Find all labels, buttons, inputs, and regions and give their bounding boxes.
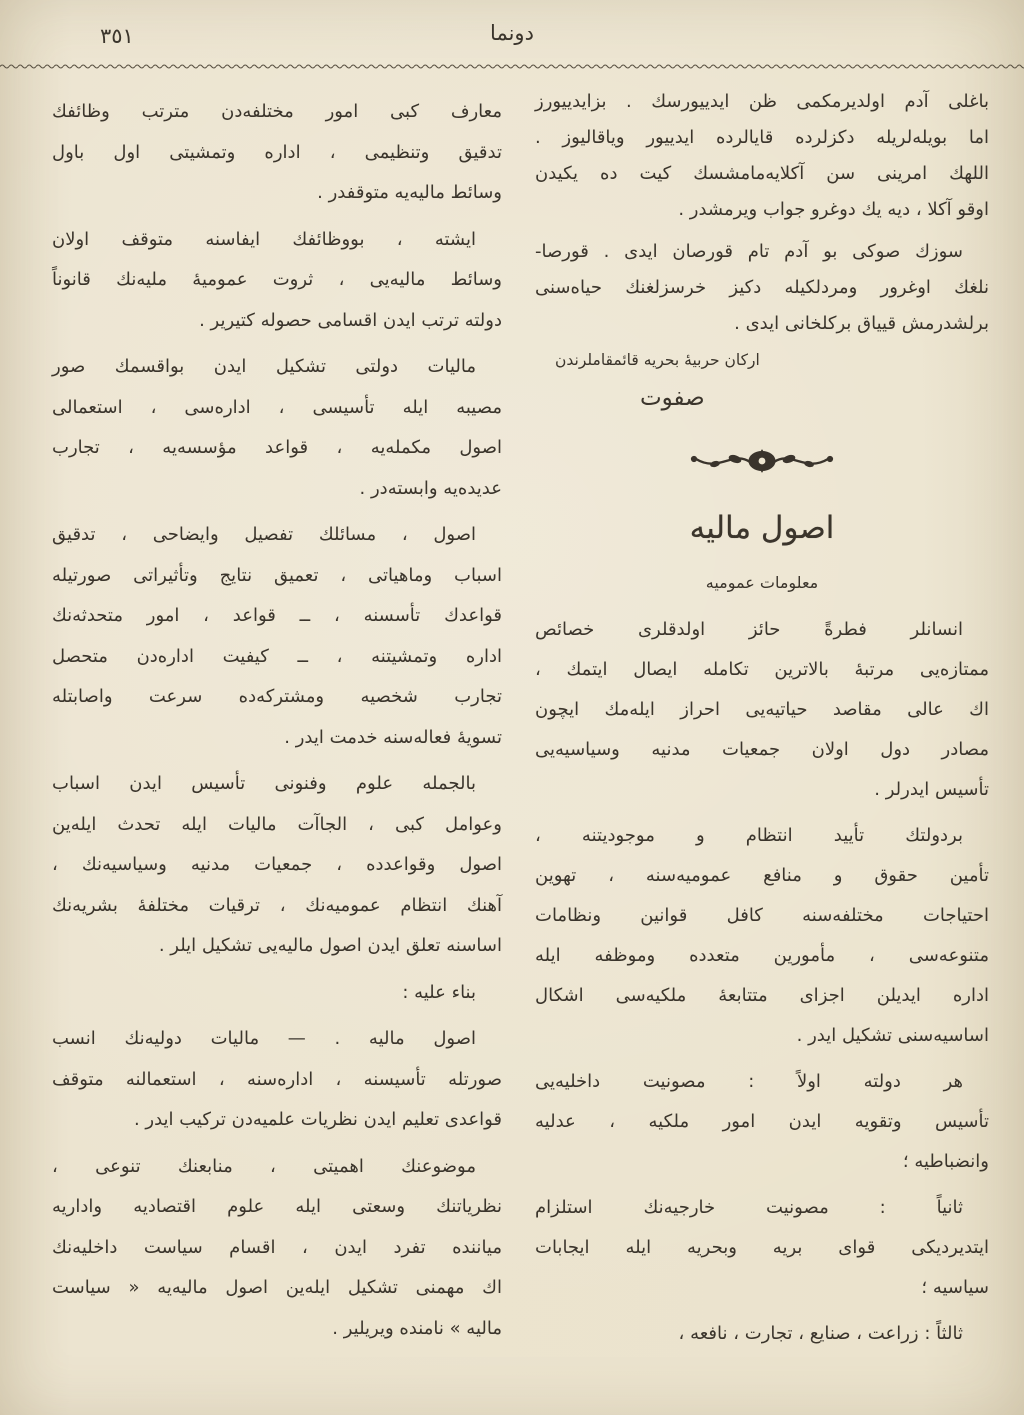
text-line: سوزك صوكى بو آدم تام قورصان ايدى . قورصا- <box>535 241 963 262</box>
text-line: اما بويله‌لريله دكزلرده قايالرده ايدييور وياقاليوز . <box>535 127 989 148</box>
paragraph <box>52 1147 502 1350</box>
text-line: ايشته ، بووظائفك ايفاسنه متوقف اولان <box>52 228 476 250</box>
paragraph <box>52 1019 502 1141</box>
text-line: مصادر دول اولان جمعيات مدنيه وسياسيه‌يى <box>535 739 989 760</box>
text-line: وسائط ماليه‌يى ، ثروت عموميهٔ مليه‌نك قانوناً <box>52 269 502 290</box>
text-line: اساسنه تعلق ايدن اصول ماليه‌يى تشكيل ايلر . <box>158 935 502 956</box>
article-title: اصول ماليه <box>689 510 835 546</box>
text-line: تسويهٔ فعاله‌سنه خدمت ايدر . <box>284 726 502 748</box>
text-line: بالجمله علوم وفنونى تأسيس ايدن اسباب <box>52 773 476 794</box>
paragraph <box>535 84 989 228</box>
paragraph <box>52 92 502 214</box>
paragraph <box>52 973 502 1014</box>
text-line: صورتله تأسيسنه ، اداره‌سنه ، استعمالنه متوقف <box>52 1068 502 1090</box>
text-line: نلغك اوغرور ومردلكيله دكيز خرسزلغنك حياه‌سنى <box>535 277 989 298</box>
text-line: آهنك انتظام عموميه‌نك ، ترقيات مختلفهٔ بشريه‌نك <box>52 894 502 916</box>
paragraph <box>535 1188 989 1308</box>
text-line: ثالثاً : زراعت ، صنايع ، تجارت ، نافعه ، <box>678 1323 963 1344</box>
text-line: وسائط ماليه‌يه متوقفدر . <box>317 182 502 203</box>
article-body-right <box>535 610 989 1354</box>
text-line: ايتديرديكى قواى بريه وبحريه ايله ايجابات <box>535 1237 989 1258</box>
text-line: برلشدرمش قيياق بركلخانى ايدى . <box>734 313 989 334</box>
paragraph <box>535 1062 989 1182</box>
paragraph <box>52 347 502 509</box>
text-line: وانضباطيه ؛ <box>902 1151 989 1172</box>
paragraph <box>535 610 989 810</box>
paragraph <box>52 764 502 967</box>
right-column <box>535 84 989 1360</box>
text-line: بردولتك تأييد انتظام و موجوديتنه ، <box>535 825 963 846</box>
text-line: بناء عليه : <box>402 981 476 1003</box>
text-line: اصول مكمله‌يه ، قواعد مؤسسه‌يه ، تجارب <box>52 437 502 458</box>
text-line: تجارب شخصيه ومشتركه‌ده سرعت واصابتله <box>52 686 502 707</box>
text-line: تأسيس ايدرلر . <box>874 779 989 800</box>
text-line: تدقيق وتنظيمى ، اداره وتمشيتى اول باول <box>52 141 502 163</box>
text-line: باغلى آدم اولديرمكمى ظن ايدييورسك . بزايدييورز <box>535 91 989 112</box>
text-line: موضوعنك اهميتى ، منابعنك تنوعى ، <box>52 1155 476 1177</box>
text-line: ثانياً : مصونيت خارجيه‌نك استلزام <box>535 1197 963 1218</box>
article-continuation <box>535 84 989 342</box>
text-line: اداره وتمشيتنه ، ــ كيفيت اداره‌دن متحصل <box>52 645 502 667</box>
text-line: اداره ايديلن اجزاى متتابعهٔ ملكيه‌سى اشكال <box>535 985 989 1006</box>
text-line: معارف كبى امور مختلفه‌دن مترتب وظائفك <box>52 101 502 122</box>
text-line: احتياجات مختلفه‌سنه كافل قوانين ونظامات <box>535 905 989 926</box>
text-line: قواعدى تعليم ايدن نظريات علميه‌دن تركيب ايدر . <box>133 1109 502 1130</box>
text-line: مياننده تفرد ايدن ، اقسام سياست داخليه‌نك <box>52 1236 502 1258</box>
text-line: سياسيه ؛ <box>921 1277 989 1298</box>
header-wavy-rule <box>0 62 1024 70</box>
paragraph <box>52 515 502 758</box>
text-line: ماليه » نامنده ويريلير . <box>332 1317 502 1339</box>
text-line: اصول ، مسائلك تفصيل وايضاحى ، تدقيق <box>52 524 476 545</box>
text-line: عديده‌يه وابسته‌در . <box>359 477 502 499</box>
author-signature: صفوت <box>640 385 705 411</box>
text-line: وعوامل كبى ، الجاآت ماليات ايله تحدث ايله‌ين <box>52 813 502 835</box>
text-line: ممتازه‌يى مرتبهٔ بالاترين تكامله ايصال ايتمك ، <box>535 659 989 680</box>
text-line: دولته ترتب ايدن اقسامى حصوله كتيرير . <box>199 309 502 331</box>
author-attribution: اركان حربيهٔ بحريه قائمقاملرندن <box>555 351 760 369</box>
paragraph <box>535 816 989 1056</box>
paragraph <box>535 1314 989 1354</box>
page-number: ٣٥١ <box>100 24 134 48</box>
text-line: اصول وقواعدده ، جمعيات مدنيه وسياسيه‌نك ، <box>52 854 502 875</box>
text-line: تأسيس وتقويه ايدن امور ملكيه ، عدليه <box>535 1111 989 1132</box>
text-line: اسباب وماهياتى ، تعميق نتايج وتأثيراتى صورتيله <box>52 564 502 586</box>
text-line: مصيبه ايله تأسيسى ، اداره‌سى ، استعمالى <box>52 396 502 418</box>
text-line: متنوعه‌سى ، مأمورين متعدده وموظفه ايله <box>535 945 989 966</box>
paragraph <box>52 220 502 342</box>
text-line: قواعدك تأسسنه ، ــ قواعد ، امور متحدثه‌نك <box>52 605 502 626</box>
text-line: ماليات دولتى تشكيل ايدن بواقسمك صور <box>52 356 476 377</box>
text-line: اوقو آكلا ، ديه يك دوغرو جواب ويرمشدر . <box>678 199 989 220</box>
journal-title: دونما <box>490 21 534 45</box>
text-line: اك عالى مقاصد حياتيه‌يى احراز ايله‌مك ايچون <box>535 699 989 720</box>
floral-divider-icon <box>535 448 989 476</box>
text-line: اصول ماليه . — ماليات دوليه‌نك انسب <box>52 1028 476 1049</box>
text-line: اساسيه‌سنى تشكيل ايدر . <box>796 1025 989 1046</box>
text-line: نظرياتنك وسعتى ايله علوم اقتصاديه واداريه <box>52 1196 502 1217</box>
left-column <box>52 84 502 1355</box>
article-subtitle: معلومات عموميه <box>705 573 819 592</box>
text-line: انسانلر فطرةً حائز اولدقلرى خصائص <box>535 619 963 640</box>
paragraph <box>535 234 989 342</box>
text-line: اللهك امرينى سن آكلايه‌مامشسك كيت ده يكيدن <box>535 163 989 184</box>
text-line: تأمين حقوق و منافع عموميه‌سنه ، تهوين <box>535 865 989 886</box>
text-line: هر دولته اولاً : مصونيت داخليه‌يى <box>535 1071 963 1092</box>
text-line: اك مهمنى تشكيل ايله‌ين اصول ماليه‌يه « سياست <box>52 1277 502 1298</box>
